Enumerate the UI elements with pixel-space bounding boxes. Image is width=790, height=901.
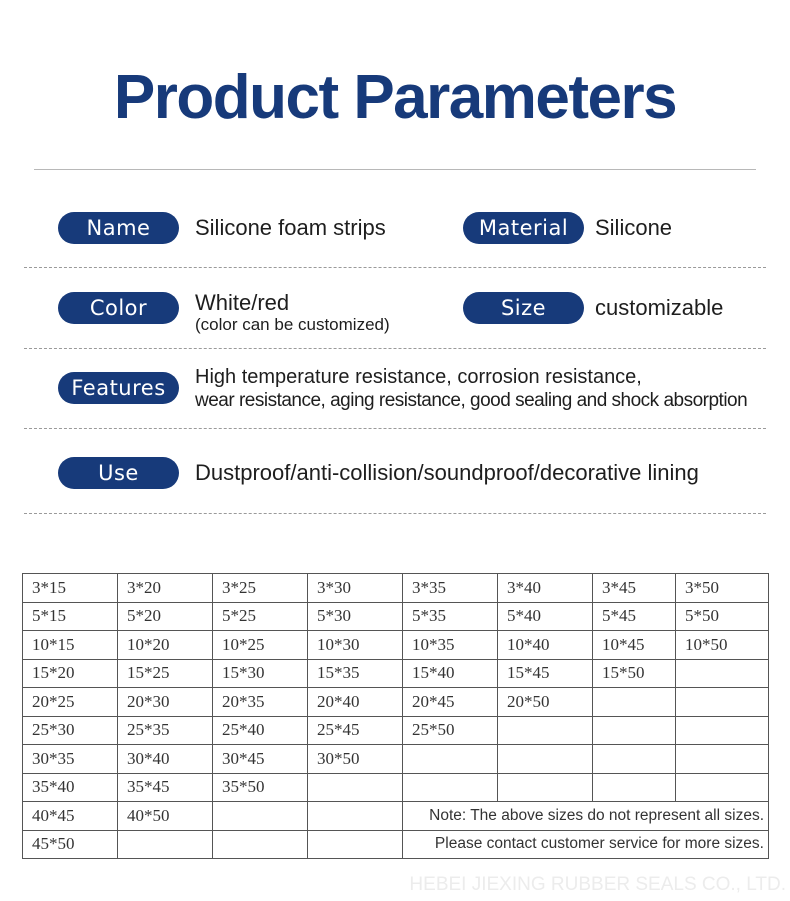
- name-label-pill: Name: [58, 212, 179, 244]
- size-cell: 15*35: [308, 659, 403, 688]
- size-cell: 35*45: [118, 773, 213, 802]
- size-cell: 3*15: [23, 574, 118, 603]
- size-cell: 15*40: [403, 659, 498, 688]
- table-row: [23, 631, 769, 660]
- size-cell: 5*35: [403, 602, 498, 631]
- size-cell: [308, 802, 403, 831]
- material-value: Silicone: [595, 215, 673, 240]
- size-cell: 10*30: [308, 631, 403, 660]
- size-cell: 30*40: [118, 745, 213, 774]
- size-note-line-2: Please contact customer service for more sizes.: [403, 830, 769, 859]
- table-row: [23, 830, 769, 859]
- table-row: [23, 602, 769, 631]
- size-cell: [308, 830, 403, 859]
- size-cell: 5*45: [593, 602, 676, 631]
- size-cell: [403, 745, 498, 774]
- size-cell: [118, 830, 213, 859]
- size-cell: 5*25: [213, 602, 308, 631]
- size-cell: 10*40: [498, 631, 593, 660]
- row-divider: [24, 267, 766, 268]
- table-row: [23, 773, 769, 802]
- size-cell: [593, 716, 676, 745]
- size-cell: 5*50: [676, 602, 769, 631]
- size-cell: [403, 773, 498, 802]
- size-value: customizable: [595, 295, 724, 320]
- table-row: [23, 688, 769, 717]
- size-cell: [498, 716, 593, 745]
- use-value: Dustproof/anti-collision/soundproof/decorative lining: [195, 460, 699, 485]
- use-label-pill: Use: [58, 457, 179, 489]
- material-label-pill: Material: [463, 212, 584, 244]
- table-row: [23, 745, 769, 774]
- size-cell: 30*45: [213, 745, 308, 774]
- size-label-pill: Size: [463, 292, 584, 324]
- size-cell: 3*35: [403, 574, 498, 603]
- size-cell: 3*30: [308, 574, 403, 603]
- size-cell: [593, 688, 676, 717]
- size-cell: 20*45: [403, 688, 498, 717]
- size-cell: 35*40: [23, 773, 118, 802]
- row-divider: [24, 348, 766, 349]
- size-cell: 15*20: [23, 659, 118, 688]
- size-cell: 20*40: [308, 688, 403, 717]
- size-cell: [676, 716, 769, 745]
- size-cell: 15*50: [593, 659, 676, 688]
- name-value: Silicone foam strips: [195, 215, 386, 240]
- size-cell: 20*35: [213, 688, 308, 717]
- size-cell: 5*40: [498, 602, 593, 631]
- size-cell: 3*20: [118, 574, 213, 603]
- table-row: [23, 802, 769, 831]
- size-cell: 10*20: [118, 631, 213, 660]
- size-cell: 40*50: [118, 802, 213, 831]
- row-divider: [24, 513, 766, 514]
- size-cell: 20*25: [23, 688, 118, 717]
- size-note-line-1: Note: The above sizes do not represent all sizes.: [403, 802, 769, 831]
- features-line-2: wear resistance, aging resistance, good sealing and shock absorption: [195, 390, 748, 411]
- company-watermark: HEBEI JIEXING RUBBER SEALS CO., LTD.: [409, 874, 786, 895]
- size-cell: [676, 745, 769, 774]
- size-cell: 20*50: [498, 688, 593, 717]
- size-cell: 45*50: [23, 830, 118, 859]
- size-cell: 5*15: [23, 602, 118, 631]
- size-cell: 40*45: [23, 802, 118, 831]
- size-cell: 20*30: [118, 688, 213, 717]
- size-cell: 15*25: [118, 659, 213, 688]
- size-cell: [676, 773, 769, 802]
- color-note: (color can be customized): [195, 315, 390, 334]
- page-title: Product Parameters: [113, 63, 677, 132]
- size-cell: 25*50: [403, 716, 498, 745]
- size-cell: 15*30: [213, 659, 308, 688]
- size-cell: [593, 745, 676, 774]
- features-line-1: High temperature resistance, corrosion resistance,: [195, 366, 642, 388]
- size-cell: 10*25: [213, 631, 308, 660]
- color-label-pill: Color: [58, 292, 179, 324]
- size-cell: 3*40: [498, 574, 593, 603]
- size-cell: 10*50: [676, 631, 769, 660]
- size-cell: 10*45: [593, 631, 676, 660]
- size-cell: [498, 745, 593, 774]
- color-value: White/red: [195, 290, 290, 315]
- size-cell: 3*25: [213, 574, 308, 603]
- size-cell: [498, 773, 593, 802]
- size-table: [22, 573, 769, 859]
- size-cell: 10*15: [23, 631, 118, 660]
- size-cell: 3*45: [593, 574, 676, 603]
- size-cell: [213, 802, 308, 831]
- title-divider: [34, 169, 756, 170]
- size-cell: [593, 773, 676, 802]
- size-cell: 10*35: [403, 631, 498, 660]
- size-cell: 30*50: [308, 745, 403, 774]
- size-cell: [676, 659, 769, 688]
- size-cell: [308, 773, 403, 802]
- size-cell: 5*20: [118, 602, 213, 631]
- table-row: [23, 716, 769, 745]
- size-cell: 30*35: [23, 745, 118, 774]
- size-cell: 25*35: [118, 716, 213, 745]
- size-cell: 35*50: [213, 773, 308, 802]
- row-divider: [24, 428, 766, 429]
- table-row: [23, 659, 769, 688]
- features-label-pill: Features: [58, 372, 179, 404]
- size-cell: 5*30: [308, 602, 403, 631]
- size-cell: [676, 688, 769, 717]
- size-cell: 15*45: [498, 659, 593, 688]
- size-cell: 25*45: [308, 716, 403, 745]
- size-cell: 3*50: [676, 574, 769, 603]
- table-row: [23, 574, 769, 603]
- size-cell: 25*40: [213, 716, 308, 745]
- size-cell: 25*30: [23, 716, 118, 745]
- size-cell: [213, 830, 308, 859]
